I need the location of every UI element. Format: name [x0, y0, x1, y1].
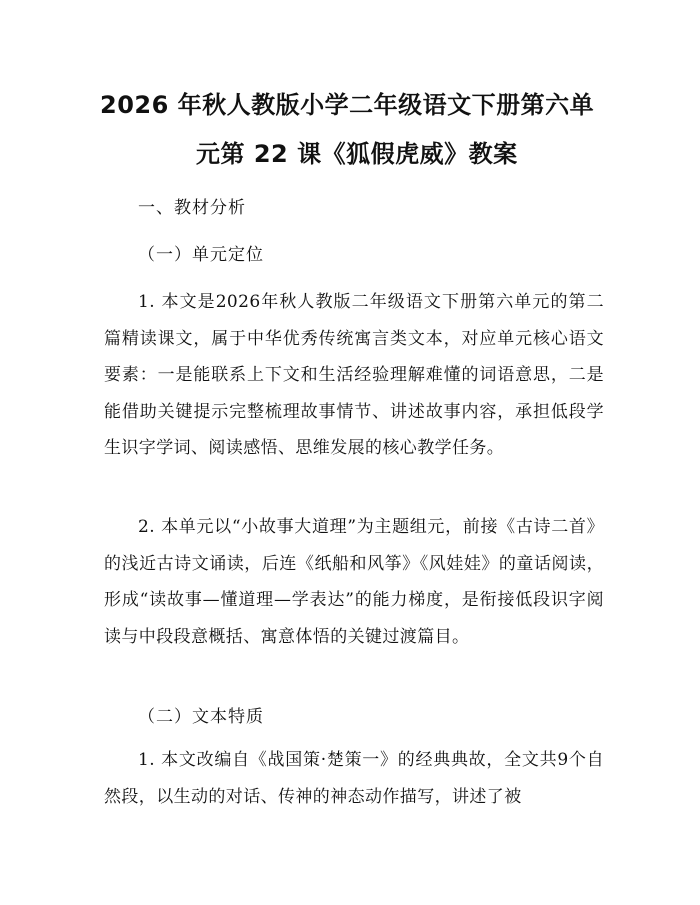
paragraph-3: 1. 本文改编自《战国策·楚策一》的经典典故，全文共9个自然段，以生动的对话、传神的神态动作描写，讲述了被 [104, 750, 604, 807]
document-title-line-2: 元第 22 课《狐假虎威》教案 [196, 140, 518, 168]
paragraph-1: 1. 本文是2026年秋人教版二年级语文下册第六单元的第二篇精读课文，属于中华优秀传统寓言类文本，对应单元核心语文要素：一是能联系上下文和生活经验理解难懂的词语意思，二是能借助关键提示完整梳理故事情节、讲述故事内容，承担低段学生识字学词、阅读感悟、思维发展的核心教学任务。 [104, 292, 604, 458]
section-heading-textbook-analysis: 一、教材分析 [138, 198, 246, 218]
subheading-text-characteristics: （二）文本特质 [138, 707, 264, 727]
paragraph-2: 2. 本单元以“小故事大道理”为主题组元，前接《古诗二首》的浅近古诗文诵读，后连《纸船和风筝》《风娃娃》的童话阅读，形成“读故事—懂道理—学表达”的能力梯度，是衔接低段识字阅读与中段段意概括、寓意体悟的关键过渡篇目。 [104, 517, 604, 647]
document-title-line-1: 2026 年秋人教版小学二年级语文下册第六单 [100, 91, 595, 119]
subheading-unit-positioning: （一）单元定位 [138, 245, 264, 265]
